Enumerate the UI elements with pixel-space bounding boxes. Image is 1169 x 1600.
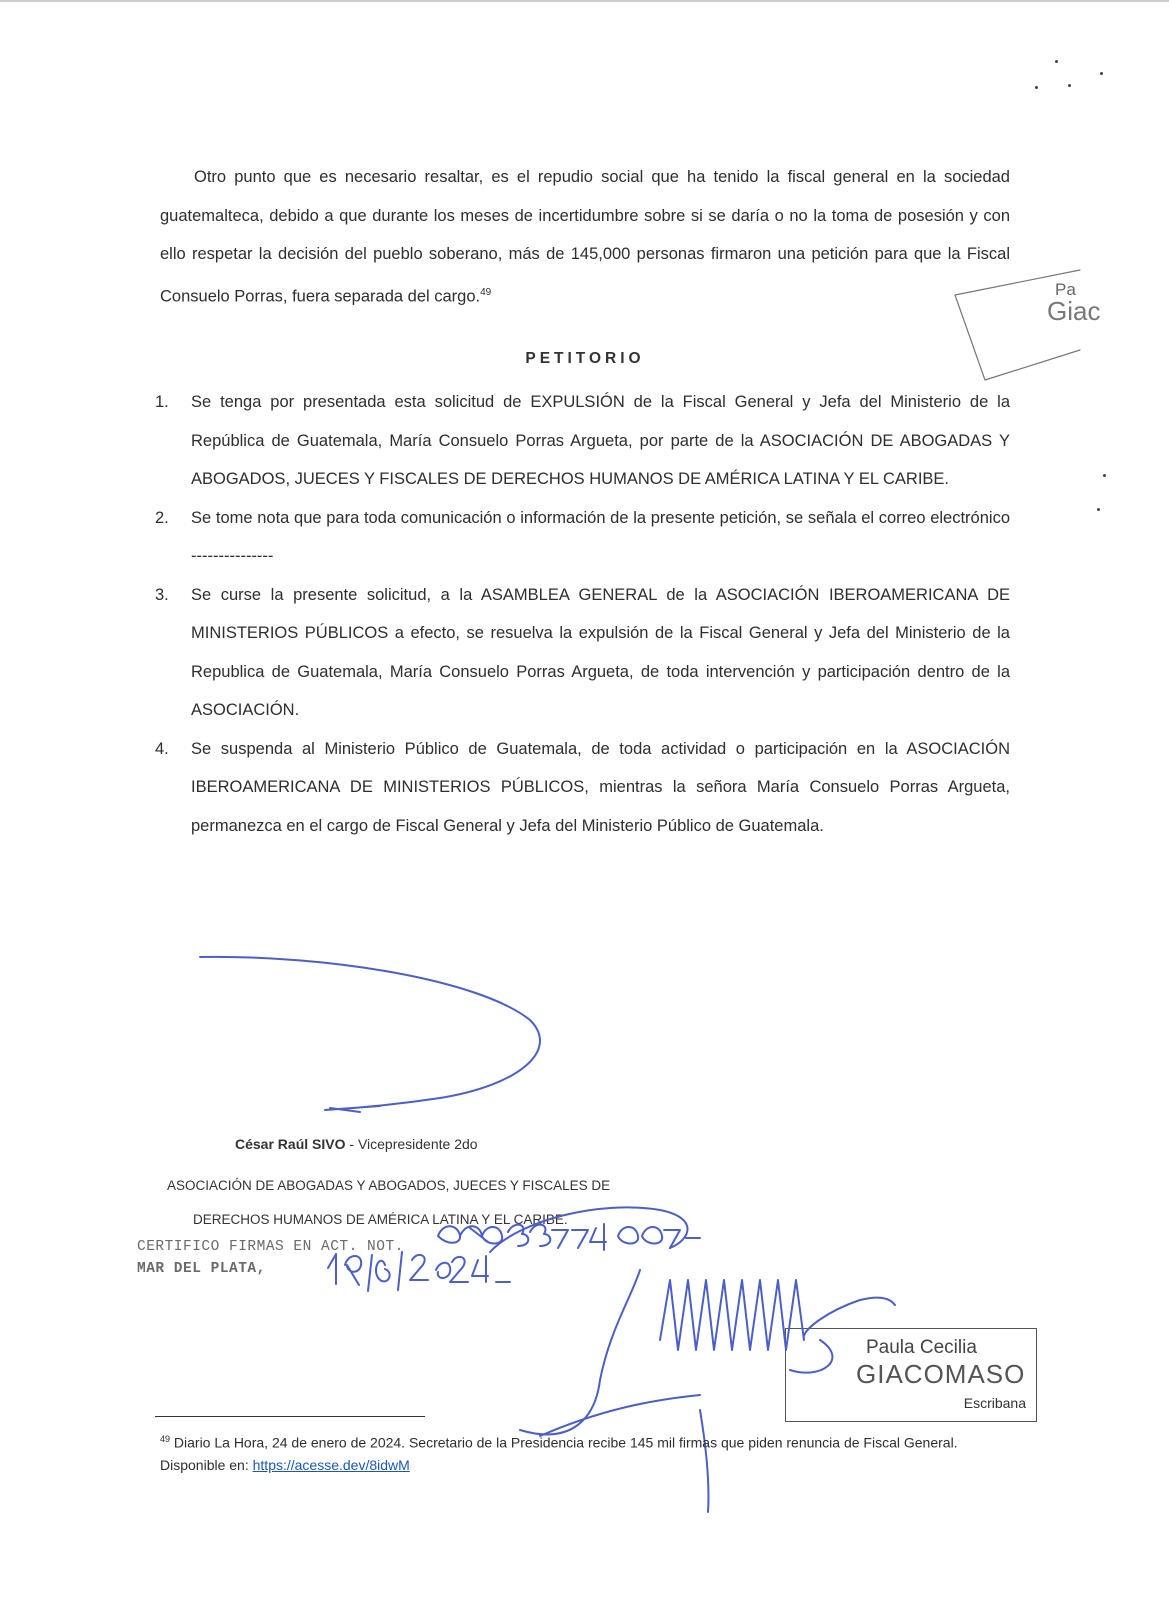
notary-stamp	[785, 1328, 1037, 1422]
signatory-org-line1: ASOCIACIÓN DE ABOGADAS Y ABOGADOS, JUECES Y FISCALES DE	[167, 1178, 611, 1193]
signatory-role: - Vicepresidente 2do	[345, 1136, 478, 1152]
list-item	[155, 730, 1010, 846]
partial-notary-stamp	[955, 272, 1101, 362]
notary-first-names: Paula Cecilia	[866, 1337, 977, 1358]
petitorio-list	[155, 383, 1010, 845]
certification-line2: MAR DEL PLATA,	[137, 1261, 266, 1277]
item-text: Se curse la presente solicitud, a la ASAMBLEA GENERAL de la ASOCIACIÓN IBEROAMERICANA DE MINISTERIOS PÚBLICOS a efecto, se resuelva la expulsión de la Fiscal General y Jefa del Ministerio de la Republica de Guatemala, María Consuelo Porras Argueta, de toda intervención y participación dentro de la ASOCIACIÓN.	[191, 585, 1010, 719]
footnote-link[interactable]: https://acesse.dev/8idwM	[252, 1456, 410, 1473]
petitorio-heading: PETITORIO	[525, 350, 645, 367]
handwritten-act-number	[438, 1224, 700, 1250]
list-item	[155, 576, 1010, 730]
item-number: 2.	[155, 508, 169, 527]
signature-loop	[200, 957, 540, 1112]
partial-stamp-line1: Pa	[1055, 280, 1076, 299]
list-item	[155, 499, 1010, 576]
item-text: Se suspenda al Ministerio Público de Guatemala, de toda actividad o participación en la ASOCIACIÓN IBEROAMERICANA DE MINISTERIOS PÚBLICOS, mientras la señora María Consuelo Porras Argueta, permanezca en el cargo de Fiscal General y Jefa del Ministerio Público de Guatemala.	[191, 739, 1010, 835]
item-text: Se tome nota que para toda comunicación o información de la presente petición, se señala el correo electrónico ---------------	[191, 508, 1010, 565]
item-number: 4.	[155, 739, 169, 758]
item-text: Se tenga por presentada esta solicitud de EXPULSIÓN de la Fiscal General y Jefa del Ministerio de la República de Guatemala, María Consuelo Porras Argueta, por parte de la ASOCIACIÓN DE ABOGADAS Y ABOGADOS, JUECES Y FISCALES DE DERECHOS HUMANOS DE AMÉRICA LATINA Y EL CARIBE.	[191, 393, 1010, 488]
certification-line1: CERTIFICO FIRMAS EN ACT. NOT.	[137, 1239, 404, 1255]
item-number: 1.	[155, 393, 169, 411]
signatory-line	[235, 1136, 478, 1152]
footnote-separator	[155, 1416, 425, 1417]
notary-title: Escribana	[963, 1395, 1026, 1411]
partial-stamp-line2: Giac	[1047, 296, 1101, 326]
item-number: 3.	[155, 585, 169, 604]
list-item	[155, 383, 1010, 499]
footnote-reference: 49	[480, 286, 492, 298]
body-paragraph	[160, 158, 1010, 316]
footnote-number: 49	[160, 1434, 171, 1444]
handwritten-date	[328, 1252, 510, 1291]
page-top-edge	[0, 0, 1169, 2]
paragraph-text: Otro punto que es necesario resaltar, es el repudio social que ha tenido la fiscal general en la sociedad guatemalteca, debido a que durante los meses de incertidumbre sobre si se daría o no la toma de posesión y con ello respetar la decisión del pueblo soberano, más de 145,000 personas firmaron una petición para que la Fiscal Consuelo Porras, fuera separada del cargo.	[160, 168, 1010, 305]
notary-surname: GIACOMASO	[856, 1359, 1026, 1389]
footnote-text: Diario La Hora, 24 de enero de 2024. Secretario de la Presidencia recibe 145 mil firmas que piden renuncia de Fiscal General. Disponible en:	[160, 1434, 958, 1473]
signatory-name: César Raúl SIVO	[235, 1136, 346, 1152]
signatory-org-line2: DERECHOS HUMANOS DE AMÉRICA LATINA Y EL CARIBE.	[193, 1212, 568, 1227]
footnote	[160, 1428, 1020, 1476]
